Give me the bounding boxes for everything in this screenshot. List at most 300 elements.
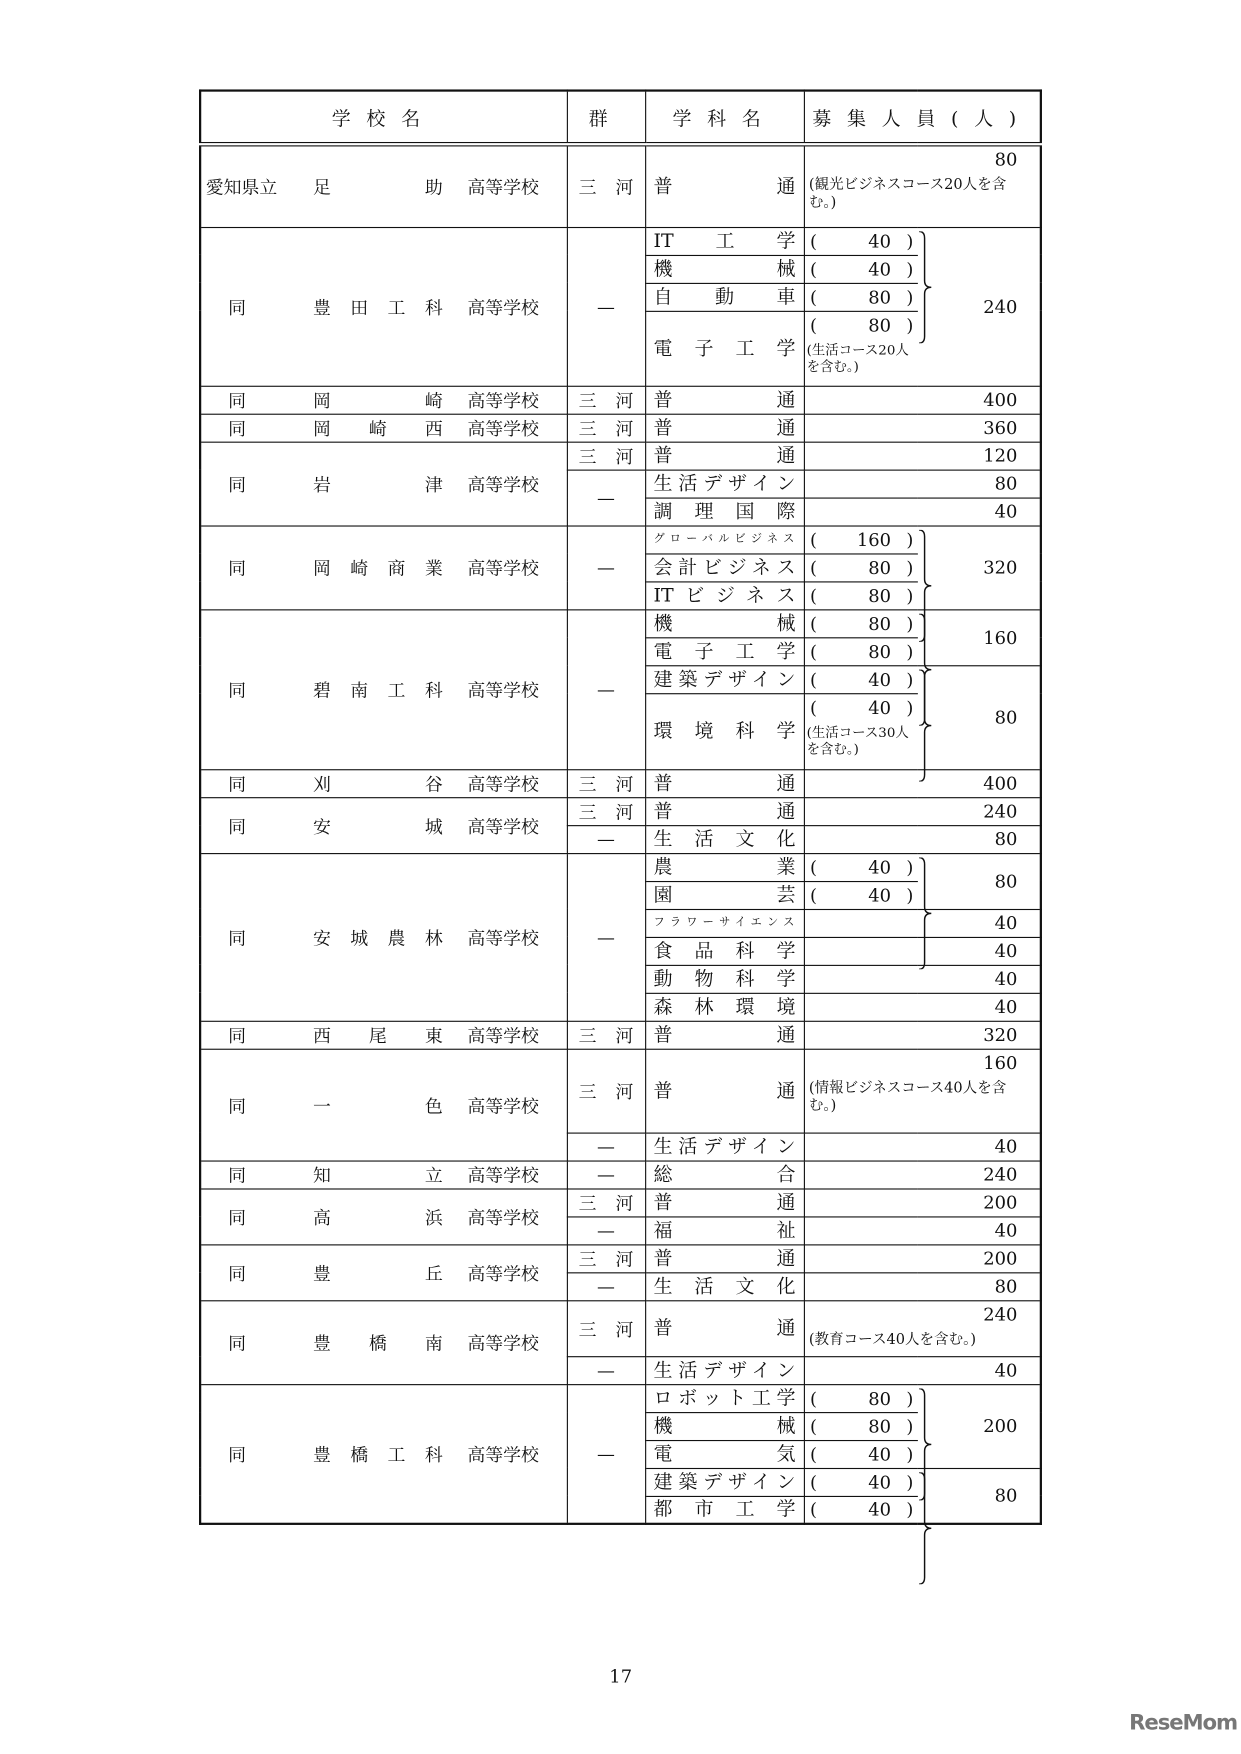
- group-cell: —: [567, 609, 645, 769]
- paren-open: (: [809, 856, 817, 878]
- department-cell: 建築デザイン: [645, 1468, 804, 1496]
- department-cell: 農業: [645, 853, 804, 881]
- table-row: [200, 1188, 1041, 1216]
- school-short-name: 西尾東: [313, 1025, 443, 1047]
- department-cell: 普通: [645, 414, 804, 442]
- department-cell: 機械: [645, 609, 804, 637]
- total-capacity-cell: [918, 525, 1041, 609]
- sub-capacity-value: 40: [868, 1471, 892, 1493]
- capacity-cell: [804, 909, 1041, 937]
- capacity-cell: [804, 1188, 1041, 1216]
- sub-capacity-cell: [804, 665, 918, 693]
- department-cell: 機械: [645, 1412, 804, 1440]
- paren-close: ): [906, 584, 914, 606]
- table-row: [200, 1384, 1041, 1412]
- group-cell: —: [567, 1133, 645, 1161]
- paren-close: ): [906, 696, 914, 718]
- department-cell: 建築デザイン: [645, 665, 804, 693]
- school-name-cell: [200, 414, 567, 442]
- sub-capacity-value: 40: [868, 856, 892, 878]
- school-prefix: 同: [228, 1095, 246, 1117]
- school-name: [206, 1204, 562, 1230]
- school-type: 高等学校: [467, 418, 539, 440]
- brace-icon: [918, 669, 934, 781]
- school-prefix: 同: [228, 418, 246, 440]
- paren-open: (: [809, 668, 817, 690]
- capacity-value: 40: [994, 1359, 1018, 1381]
- paren-open: (: [809, 1498, 817, 1521]
- school-type: 高等学校: [467, 176, 539, 199]
- paren-close: ): [906, 1387, 914, 1409]
- school-name-cell: [200, 386, 567, 414]
- school-type: 高等学校: [467, 390, 539, 412]
- paren-open: (: [809, 584, 817, 606]
- department-cell: 普通: [645, 386, 804, 414]
- group-cell: —: [567, 1272, 645, 1300]
- school-name-cell: [200, 227, 567, 386]
- capacity-value: 40: [994, 912, 1018, 934]
- school-short-name: 豊田工科: [313, 296, 443, 319]
- capacity-value: 40: [994, 1219, 1018, 1241]
- sub-capacity-value: 80: [868, 1387, 892, 1409]
- table-row: [200, 853, 1041, 881]
- department-cell: 普通: [645, 797, 804, 825]
- school-type: 高等学校: [467, 1025, 539, 1047]
- school-name: [206, 1092, 562, 1118]
- school-name: [206, 1162, 562, 1188]
- department-cell: 都市工学: [645, 1496, 804, 1524]
- total-capacity-cell: [918, 609, 1041, 665]
- paren-close: ): [906, 230, 914, 252]
- capacity-cell: [804, 1356, 1041, 1384]
- capacity-cell: [804, 825, 1041, 853]
- table-row: [200, 386, 1041, 414]
- school-name: [206, 770, 562, 796]
- total-capacity-cell: [918, 1468, 1041, 1524]
- department-cell: 森林環境: [645, 993, 804, 1021]
- group-cell: 三河: [567, 797, 645, 825]
- capacity-cell: [804, 1049, 1041, 1133]
- group-cell: —: [567, 825, 645, 853]
- sub-capacity-cell: [804, 637, 918, 665]
- school-short-name: 豊橋南: [313, 1332, 443, 1354]
- group-cell: 三河: [567, 769, 645, 797]
- header-school: 学校名: [200, 91, 567, 145]
- school-short-name: 岡崎商業: [313, 557, 443, 580]
- header-group: 群: [567, 91, 645, 145]
- school-name-cell: [200, 144, 567, 227]
- school-prefix: 同: [228, 773, 246, 795]
- sub-capacity-cell: [804, 227, 918, 255]
- school-name-cell: [200, 1244, 567, 1300]
- paren-close: ): [906, 884, 914, 906]
- school-prefix: 愛知県立: [205, 176, 278, 199]
- capacity-note: (観光ビジネスコース20人を含む。): [808, 176, 1007, 212]
- school-type: 高等学校: [467, 773, 539, 795]
- department-cell: 普通: [645, 144, 804, 227]
- school-prefix: 同: [228, 1444, 246, 1466]
- school-name: [206, 1329, 562, 1355]
- school-prefix: 同: [228, 927, 246, 949]
- school-prefix: 同: [228, 1262, 246, 1285]
- school-name-cell: [200, 1049, 567, 1161]
- group-cell: 三河: [567, 386, 645, 414]
- school-type: 高等学校: [467, 1095, 539, 1117]
- department-cell: 電気: [645, 1440, 804, 1468]
- school-type: 高等学校: [467, 1444, 539, 1466]
- school-name-cell: [200, 609, 567, 769]
- sub-capacity-value: 80: [868, 314, 892, 336]
- capacity-cell: [804, 498, 1041, 526]
- table-row: [200, 414, 1041, 442]
- capacity-value: 200: [983, 1191, 1018, 1214]
- sub-capacity-value: 40: [868, 884, 892, 906]
- group-cell: —: [567, 853, 645, 1021]
- paren-open: (: [809, 1443, 817, 1465]
- school-prefix: 同: [228, 1025, 246, 1047]
- group-cell: —: [567, 1160, 645, 1188]
- paren-open: (: [809, 884, 817, 906]
- table-row: [200, 442, 1041, 470]
- page-number: 17: [609, 1665, 633, 1688]
- school-name-cell: [200, 797, 567, 853]
- school-short-name: 足助: [313, 176, 443, 199]
- sub-capacity-cell: [804, 553, 918, 581]
- capacity-cell: [804, 386, 1041, 414]
- school-short-name: 知立: [313, 1164, 443, 1187]
- header-department: 学科名: [645, 91, 804, 145]
- school-name-cell: [200, 1300, 567, 1384]
- paren-close: ): [906, 1443, 914, 1465]
- capacity-note: (情報ビジネスコース40人を含む。): [808, 1079, 1007, 1115]
- school-name: [206, 924, 562, 950]
- capacity-value: 120: [983, 444, 1018, 467]
- school-name-cell: [200, 769, 567, 797]
- department-cell: 生活デザイン: [645, 1133, 804, 1161]
- school-name: [206, 387, 562, 413]
- capacity-cell: [804, 1160, 1041, 1188]
- table-row: [200, 227, 1041, 255]
- department-cell: 普通: [645, 769, 804, 797]
- group-cell: 三河: [567, 1188, 645, 1216]
- school-name: [206, 1441, 562, 1467]
- capacity-cell: [804, 1216, 1041, 1244]
- capacity-cell: [804, 965, 1041, 993]
- header-capacity: 募集人員(人): [804, 91, 1041, 145]
- sub-capacity-value: 40: [868, 1443, 892, 1465]
- department-cell: 環境科学: [645, 693, 804, 769]
- sub-capacity-cell: [804, 283, 918, 311]
- school-name: [206, 471, 562, 497]
- department-cell: 生活文化: [645, 825, 804, 853]
- department-cell: 総合: [645, 1160, 804, 1188]
- sub-capacity-cell: [804, 1496, 918, 1524]
- paren-open: (: [809, 640, 817, 662]
- department-cell: 普通: [645, 1188, 804, 1216]
- paren-open: (: [809, 556, 817, 579]
- school-name: [206, 812, 562, 838]
- total-capacity-cell: [918, 227, 1041, 386]
- paren-close: ): [906, 556, 914, 579]
- sub-capacity-value: 40: [868, 668, 892, 690]
- department-cell: 生活デザイン: [645, 1356, 804, 1384]
- school-type: 高等学校: [467, 1164, 539, 1187]
- school-name: [206, 1022, 562, 1048]
- school-name: [206, 555, 562, 581]
- paren-open: (: [809, 230, 817, 252]
- sub-capacity-value: 80: [868, 612, 892, 634]
- school-short-name: 安城農林: [313, 927, 443, 949]
- table-header-row: [200, 91, 1041, 145]
- school-name-cell: [200, 442, 567, 526]
- paren-open: (: [809, 696, 817, 718]
- table-row: [200, 1160, 1041, 1188]
- paren-open: (: [809, 612, 817, 634]
- school-prefix: 同: [228, 679, 246, 701]
- table-row: [200, 525, 1041, 553]
- total-capacity-value: 80: [994, 1484, 1018, 1507]
- paren-close: ): [906, 286, 914, 308]
- school-name: [206, 1259, 562, 1285]
- department-cell: グローバルビジネス: [645, 525, 804, 553]
- paren-close: ): [906, 612, 914, 634]
- sub-capacity-value: 80: [868, 584, 892, 606]
- resemom-watermark-logo: ReseMom: [1129, 1710, 1238, 1736]
- capacity-value: 240: [983, 800, 1018, 822]
- school-name-cell: [200, 1021, 567, 1049]
- school-type: 高等学校: [467, 1332, 539, 1354]
- department-cell: 普通: [645, 1021, 804, 1049]
- capacity-cell: [804, 1021, 1041, 1049]
- sub-capacity-cell: [804, 609, 918, 637]
- department-cell: 普通: [645, 1244, 804, 1272]
- school-name-cell: [200, 853, 567, 1021]
- group-cell: 三河: [567, 1244, 645, 1272]
- capacity-value: 400: [983, 772, 1018, 794]
- paren-close: ): [906, 314, 914, 336]
- capacity-cell: [804, 1244, 1041, 1272]
- sub-capacity-cell: [804, 693, 918, 769]
- school-prefix: 同: [228, 296, 246, 319]
- paren-close: ): [906, 1471, 914, 1493]
- group-cell: —: [567, 227, 645, 386]
- capacity-value: 400: [983, 389, 1018, 411]
- sub-capacity-value: 40: [868, 1498, 892, 1521]
- school-name-cell: [200, 1188, 567, 1244]
- group-cell: 三河: [567, 1300, 645, 1356]
- paren-open: (: [809, 314, 817, 336]
- paren-close: ): [906, 258, 914, 280]
- sub-capacity-value: 160: [856, 528, 892, 551]
- paren-close: ): [906, 1498, 914, 1521]
- capacity-note: (教育コース40人を含む。): [808, 1330, 977, 1348]
- table-body: [200, 144, 1041, 1524]
- brace-icon: [918, 231, 934, 343]
- sub-capacity-note: (生活コース30人を含む。): [806, 723, 909, 757]
- capacity-cell: [804, 442, 1041, 470]
- school-prefix: 同: [228, 1164, 246, 1187]
- department-cell: 園芸: [645, 881, 804, 909]
- school-name-cell: [200, 1384, 567, 1524]
- paren-open: (: [809, 258, 817, 280]
- sub-capacity-cell: [804, 311, 918, 386]
- school-name: [206, 415, 562, 441]
- school-prefix: 同: [228, 390, 246, 412]
- school-type: 高等学校: [467, 557, 539, 580]
- school-prefix: 同: [228, 1206, 246, 1229]
- total-capacity-value: 240: [983, 295, 1018, 317]
- sub-capacity-cell: [804, 1468, 918, 1496]
- group-cell: —: [567, 1356, 645, 1384]
- sub-capacity-cell: [804, 881, 918, 909]
- total-capacity-value: 80: [994, 870, 1018, 892]
- capacity-value: 80: [994, 472, 1018, 495]
- capacity-cell: [804, 144, 1041, 227]
- total-capacity-value: 320: [983, 556, 1018, 579]
- group-cell: —: [567, 525, 645, 609]
- school-name-cell: [200, 1160, 567, 1188]
- sub-capacity-cell: [804, 853, 918, 881]
- capacity-value: 240: [983, 1303, 1018, 1325]
- school-name: [206, 174, 562, 200]
- capacity-cell: [804, 1300, 1041, 1356]
- paren-open: (: [809, 286, 817, 308]
- department-cell: 生活文化: [645, 1272, 804, 1300]
- department-cell: 動物科学: [645, 965, 804, 993]
- department-cell: ITビジネス: [645, 581, 804, 609]
- capacity-cell: [804, 470, 1041, 498]
- school-short-name: 岡崎: [313, 390, 443, 412]
- sub-capacity-value: 40: [868, 258, 892, 280]
- sub-capacity-value: 40: [868, 230, 892, 252]
- department-cell: 会計ビジネス: [645, 553, 804, 581]
- total-capacity-value: 80: [994, 706, 1018, 728]
- total-capacity-cell: [918, 665, 1041, 769]
- department-cell: 電子工学: [645, 311, 804, 386]
- department-cell: ロボット工学: [645, 1384, 804, 1412]
- paren-close: ): [906, 640, 914, 662]
- capacity-value: 40: [994, 500, 1018, 523]
- school-type: 高等学校: [467, 1262, 539, 1285]
- department-cell: IT工学: [645, 227, 804, 255]
- capacity-value: 80: [994, 148, 1018, 170]
- school-prefix: 同: [228, 1332, 246, 1354]
- department-cell: 調理国際: [645, 498, 804, 526]
- school-short-name: 岩津: [313, 474, 443, 496]
- admission-table: [199, 89, 1042, 1525]
- capacity-cell: [804, 993, 1041, 1021]
- paren-close: ): [906, 1415, 914, 1437]
- capacity-cell: [804, 937, 1041, 965]
- school-short-name: 豊橋工科: [313, 1444, 443, 1466]
- sub-capacity-cell: [804, 1440, 918, 1468]
- sub-capacity-value: 40: [868, 696, 892, 718]
- school-prefix: 同: [228, 557, 246, 580]
- table-row: [200, 769, 1041, 797]
- table-row: [200, 1300, 1041, 1356]
- school-type: 高等学校: [467, 474, 539, 496]
- total-capacity-cell: [918, 1384, 1041, 1468]
- school-name: [206, 293, 562, 319]
- table-row: [200, 1244, 1041, 1272]
- capacity-cell: [804, 1272, 1041, 1300]
- school-prefix: 同: [228, 474, 246, 496]
- brace-icon: [918, 1472, 934, 1584]
- table-row: [200, 609, 1041, 637]
- group-cell: 三河: [567, 144, 645, 227]
- table-row: [200, 797, 1041, 825]
- sub-capacity-cell: [804, 1384, 918, 1412]
- sub-capacity-cell: [804, 255, 918, 283]
- capacity-value: 360: [983, 417, 1018, 439]
- paren-open: (: [809, 1387, 817, 1409]
- school-type: 高等学校: [467, 927, 539, 949]
- capacity-value: 40: [994, 940, 1018, 962]
- paren-close: ): [906, 668, 914, 690]
- department-cell: 普通: [645, 1300, 804, 1356]
- school-short-name: 岡崎西: [313, 418, 443, 440]
- sub-capacity-note: (生活コース20人を含む。): [806, 341, 909, 374]
- sub-capacity-value: 80: [868, 640, 892, 662]
- capacity-value: 240: [983, 1163, 1018, 1186]
- school-short-name: 高浜: [313, 1206, 443, 1229]
- table-row: [200, 144, 1041, 227]
- department-cell: 機械: [645, 255, 804, 283]
- school-prefix: 同: [228, 815, 246, 837]
- capacity-value: 40: [994, 1135, 1018, 1158]
- capacity-cell: [804, 414, 1041, 442]
- school-name: [206, 676, 562, 702]
- paren-open: (: [809, 528, 817, 551]
- school-short-name: 碧南工科: [313, 679, 443, 701]
- department-cell: フラワーサイエンス: [645, 909, 804, 937]
- total-capacity-cell: [918, 853, 1041, 909]
- department-cell: 普通: [645, 442, 804, 470]
- school-short-name: 豊丘: [313, 1262, 443, 1285]
- school-short-name: 一色: [313, 1095, 443, 1117]
- capacity-value: 80: [994, 1275, 1018, 1297]
- sub-capacity-value: 80: [868, 286, 892, 308]
- sub-capacity-cell: [804, 1412, 918, 1440]
- school-type: 高等学校: [467, 1206, 539, 1229]
- school-name-cell: [200, 525, 567, 609]
- school-type: 高等学校: [467, 679, 539, 701]
- group-cell: 三河: [567, 442, 645, 470]
- group-cell: 三河: [567, 1021, 645, 1049]
- paren-open: (: [809, 1415, 817, 1437]
- department-cell: 電子工学: [645, 637, 804, 665]
- paren-close: ): [906, 856, 914, 878]
- department-cell: 食品科学: [645, 937, 804, 965]
- table-row: [200, 1049, 1041, 1133]
- school-type: 高等学校: [467, 296, 539, 319]
- capacity-cell: [804, 769, 1041, 797]
- capacity-value: 40: [994, 996, 1018, 1018]
- capacity-cell: [804, 797, 1041, 825]
- capacity-value: 160: [983, 1051, 1018, 1073]
- total-capacity-value: 200: [983, 1415, 1018, 1437]
- sub-capacity-value: 80: [868, 556, 892, 579]
- capacity-cell: [804, 1133, 1041, 1161]
- capacity-value: 200: [983, 1247, 1018, 1269]
- capacity-value: 320: [983, 1024, 1018, 1046]
- school-type: 高等学校: [467, 815, 539, 837]
- table-row: [200, 1021, 1041, 1049]
- department-cell: 福祉: [645, 1216, 804, 1244]
- sub-capacity-cell: [804, 581, 918, 609]
- department-cell: 生活デザイン: [645, 470, 804, 498]
- group-cell: —: [567, 1216, 645, 1244]
